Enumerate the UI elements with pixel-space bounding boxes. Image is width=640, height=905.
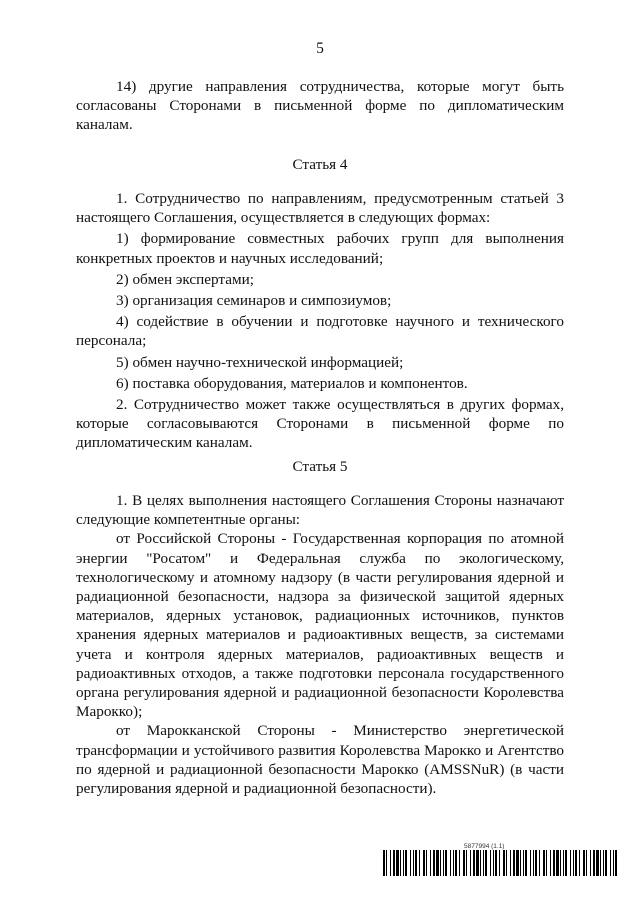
list-item: 6) поставка оборудования, материалов и компонентов.: [116, 374, 468, 392]
paragraph: 2. Сотрудничество может также осуществляться в других формах, которые согласовываются Сторонами в письменной форме по дипломатическим каналам.: [76, 396, 564, 452]
list-item: 2) обмен экспертами;: [116, 270, 254, 288]
paragraph: от Марокканской Стороны - Министерство энергетической трансформации и устойчивого развития Королевства Марокко и Агентство по ядерной и радиационной безопасности Марокко (AMSSNuR) (в части регулирования ядерной и радиационной безопасности).: [76, 722, 564, 798]
list-item: 1) формирование совместных рабочих групп для выполнения конкретных проектов и научных исследований;: [76, 230, 564, 267]
paragraph: 14) другие направления сотрудничества, которые могут быть согласованы Сторонами в письменной форме по дипломатическим каналам.: [76, 78, 564, 134]
paragraph: 1. Сотрудничество по направлениям, предусмотренным статьей 3 настоящего Соглашения, осуществляется в следующих формах:: [76, 190, 564, 227]
paragraph: 1. В целях выполнения настоящего Соглашения Стороны назначают следующие компетентные органы:: [76, 492, 564, 529]
article-5-body: [76, 491, 564, 798]
paragraph: от Российской Стороны - Государственная корпорация по атомной энергии "Росатом" и Федеральная служба по экологическому, технологическому и атомному надзору (в части регулирования ядерной и радиационной безопасности, надзора за физической защитой ядерных материалов, ядерных установок, радиационных источников, пунктов хранения ядерных материалов и радиоактивных веществ, за системами учета и контроля ядерных материалов, радиоактивных веществ и радиоактивных отходов, а также подготовки персонала государственного органа регулирования ядерной и радиационной безопасности Королевства Марокко);: [76, 530, 564, 721]
article-4-body: [76, 189, 564, 453]
document-code: 5877994 (1.1): [464, 843, 505, 850]
article-4-heading: Статья 4: [292, 156, 348, 173]
barcode: [383, 850, 621, 876]
list-item: 5) обмен научно-технической информацией;: [116, 353, 404, 371]
page-number: 5: [316, 40, 324, 57]
article-5-heading: Статья 5: [292, 458, 348, 475]
list-item: 4) содействие в обучении и подготовке научного и технического персонала;: [76, 313, 564, 350]
intro-block: [76, 77, 564, 135]
list-item: 3) организация семинаров и симпозиумов;: [116, 292, 392, 310]
